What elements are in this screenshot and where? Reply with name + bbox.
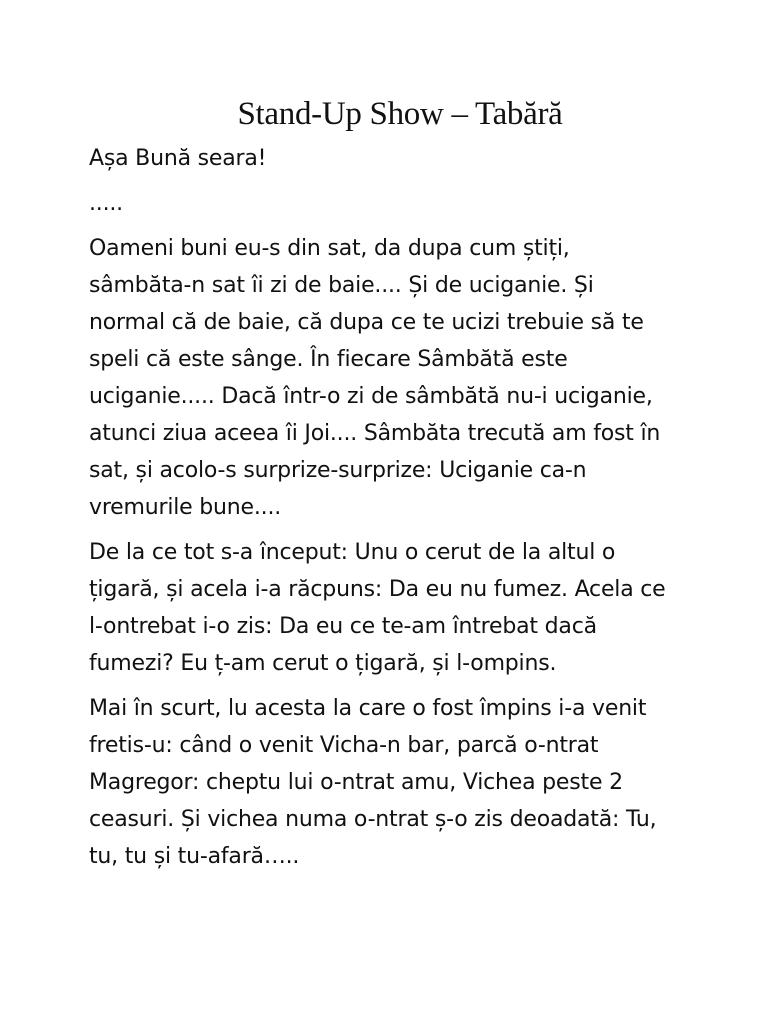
paragraph-brother: [89, 690, 709, 875]
text-line: sâmbăta-n sat îi zi de baie.... Și de uciganie. Și: [89, 273, 594, 298]
text-line: țigară, și acela i-a răcpuns: Da eu nu fumez. Acela ce: [89, 577, 666, 602]
text-line: sat, și acolo-s surprize-surprize: Uciganie ca-n: [89, 458, 587, 483]
text-line: l-ontrebat i-o zis: Da eu ce te-am întrebat dacă: [89, 614, 597, 639]
text-line: normal că de baie, că dupa ce te ucizi trebuie să te: [89, 310, 644, 335]
paragraph-greeting: [89, 140, 709, 177]
text-line: De la ce tot s-a început: Unu o cerut de la altul o: [89, 540, 616, 565]
paragraph-cigarette: [89, 534, 709, 682]
text-line: tu, tu și tu-afară…..: [89, 844, 300, 869]
document-body: [89, 140, 709, 883]
text-line: atunci ziua aceea îi Joi.... Sâmbăta trecută am fost în: [89, 421, 661, 446]
text-line: uciganie..... Dacă într-o zi de sâmbătă nu-i uciganie,: [89, 384, 653, 409]
text-line: Mai în scurt, lu acesta la care o fost împins i-a venit: [89, 696, 647, 721]
document-title: Stand-Up Show – Tabără: [237, 96, 563, 132]
text-line: ceasuri. Și vichea numa o-ntrat ș-o zis deoadată: Tu,: [89, 807, 657, 832]
text-line: fretis-u: când o venit Vicha-n bar, parcă o-ntrat: [89, 733, 599, 758]
paragraph-ellipsis: [89, 185, 709, 222]
text-line: speli că este sânge. În fiecare Sâmbătă este: [89, 347, 568, 372]
text-line: Magregor: cheptu lui o-ntrat amu, Vichea peste 2: [89, 770, 623, 795]
text-line: vremurile bune....: [89, 495, 282, 520]
text-line: Oameni buni eu-s din sat, da dupa cum știți,: [89, 236, 570, 261]
text-line: .....: [89, 191, 123, 216]
paragraph-saturday: [89, 230, 709, 526]
text-line: fumezi? Eu ț-am cerut o țigară, și l-ompins.: [89, 651, 557, 676]
text-line: Așa Bună seara!: [89, 146, 267, 171]
